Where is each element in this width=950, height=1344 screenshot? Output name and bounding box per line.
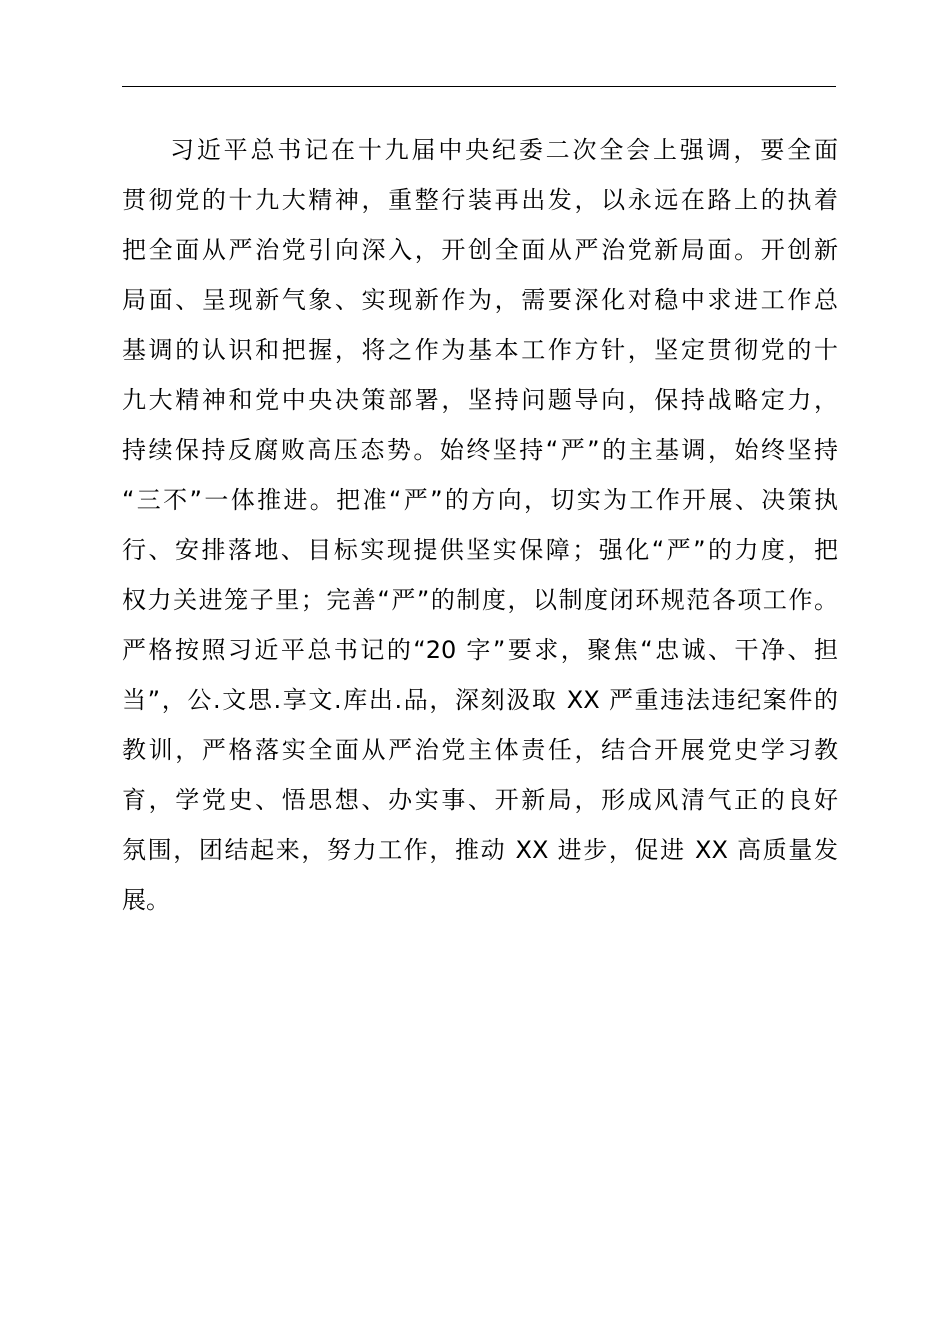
paragraph-line: 育，学党史、悟思想、办实事、开新局，形成风清气正的良好	[122, 786, 838, 814]
paragraph-line: 氛围，团结起来，努力工作，推动 XX 进步，促进 XX 高质量发	[122, 836, 838, 864]
paragraph-line: 行、安排落地、目标实现提供坚实保障；强化“严”的力度，把	[122, 536, 838, 564]
header-rule	[122, 86, 836, 87]
paragraph-line: 当”，公.文思.享文.库出.品，深刻汲取 XX 严重违法违纪案件的	[122, 686, 838, 714]
paragraph-line: 基调的认识和把握，将之作为基本工作方针，坚定贯彻党的十	[122, 336, 838, 364]
paragraph-line: 习近平总书记在十九届中央纪委二次全会上强调，要全面	[170, 136, 838, 164]
paragraph-line: 严格按照习近平总书记的“20 字”要求，聚焦“忠诚、干净、担	[122, 636, 838, 664]
paragraph-line: 局面、呈现新气象、实现新作为，需要深化对稳中求进工作总	[122, 286, 838, 314]
paragraph-line: 九大精神和党中央决策部署，坚持问题导向，保持战略定力，	[122, 386, 838, 414]
paragraph-line: 权力关进笼子里；完善“严”的制度，以制度闭环规范各项工作。	[122, 586, 838, 614]
paragraph-line: “三不”一体推进。把准“严”的方向，切实为工作开展、决策执	[122, 486, 838, 514]
paragraph-line: 持续保持反腐败高压态势。始终坚持“严”的主基调，始终坚持	[122, 436, 838, 464]
paragraph-line: 贯彻党的十九大精神，重整行装再出发，以永远在路上的执着	[122, 186, 838, 214]
body-paragraph	[122, 125, 838, 925]
paragraph-line: 展。	[122, 886, 170, 914]
paragraph-line: 把全面从严治党引向深入，开创全面从严治党新局面。开创新	[122, 236, 838, 264]
paragraph-line: 教训，严格落实全面从严治党主体责任，结合开展党史学习教	[122, 736, 838, 764]
